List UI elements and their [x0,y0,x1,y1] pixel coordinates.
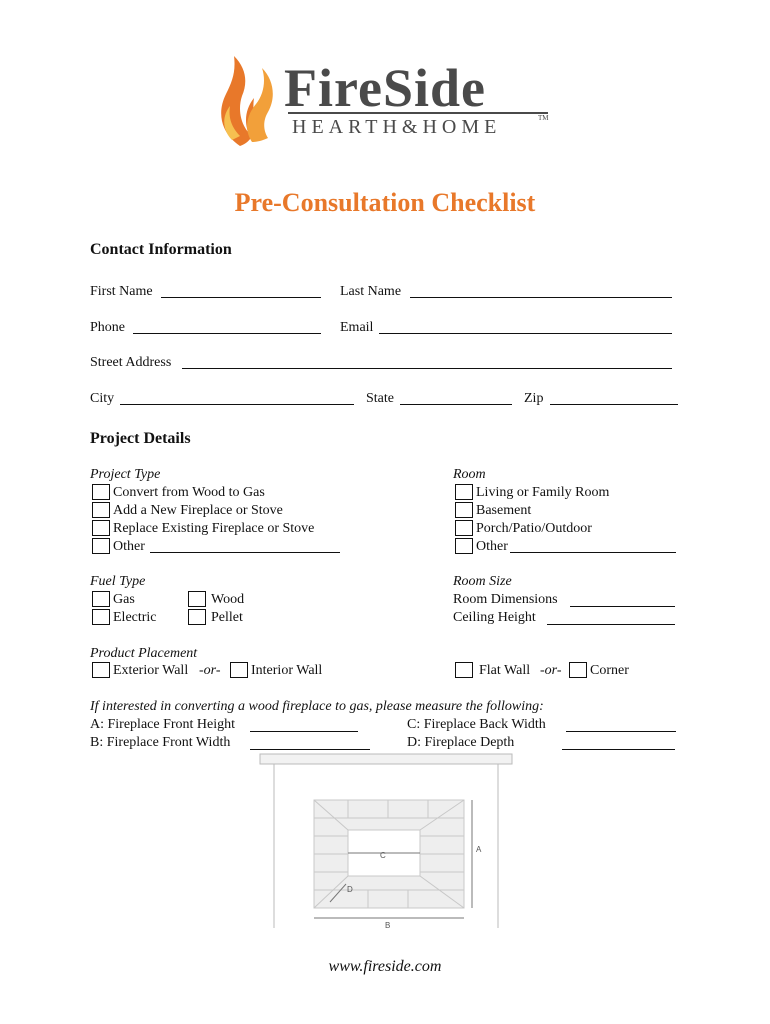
option-convert: Convert from Wood to Gas [113,485,265,500]
last-name-label: Last Name [340,284,402,299]
street-field[interactable] [182,368,672,369]
checkbox-add-new[interactable] [92,502,110,518]
checkbox-interior[interactable] [230,662,248,678]
brand-subtitle: HEARTH&HOME [292,116,502,138]
logo [212,50,557,150]
trademark: TM [538,114,549,122]
option-electric: Electric [113,610,157,625]
state-label: State [366,391,394,406]
measure-d-field[interactable] [562,749,675,750]
type-other-field[interactable] [150,552,340,553]
option-exterior: Exterior Wall [113,663,189,678]
checkbox-basement[interactable] [455,502,473,518]
option-type-other: Other [113,539,145,554]
option-interior: Interior Wall [251,663,323,678]
checkbox-wood[interactable] [188,591,206,607]
last-name-field[interactable] [410,297,672,298]
option-pellet: Pellet [211,610,243,625]
zip-label: Zip [524,391,544,406]
flame-icon [212,50,282,150]
measure-a-label: A: Fireplace Front Height [90,717,236,732]
measure-a-field[interactable] [250,731,358,732]
room-dimensions-label: Room Dimensions [453,592,558,607]
checkbox-type-other[interactable] [92,538,110,554]
phone-field[interactable] [133,333,321,334]
zip-field[interactable] [550,404,678,405]
or-separator: -or- [199,663,221,678]
checkbox-replace[interactable] [92,520,110,536]
first-name-field[interactable] [161,297,321,298]
option-basement: Basement [476,503,532,518]
option-add-new: Add a New Fireplace or Stove [113,503,283,518]
option-flat: Flat Wall [479,663,531,678]
checkbox-exterior[interactable] [92,662,110,678]
option-porch: Porch/Patio/Outdoor [476,521,592,536]
first-name-label: First Name [90,284,153,299]
checkbox-convert[interactable] [92,484,110,500]
measure-b-field[interactable] [250,749,370,750]
email-label: Email [340,320,374,335]
checkbox-living[interactable] [455,484,473,500]
checkbox-flat[interactable] [455,662,473,678]
placement-label: Product Placement [90,646,198,661]
footer-url[interactable]: www.fireside.com [328,958,442,975]
page-title: Pre-Consultation Checklist [234,188,536,217]
measure-d-label: D: Fireplace Depth [407,735,515,750]
or-separator-2: -or- [540,663,562,678]
room-label: Room [453,467,486,482]
checkbox-porch[interactable] [455,520,473,536]
measure-intro: If interested in converting a wood fireplace to gas, please measure the following: [90,699,544,714]
checkbox-corner[interactable] [569,662,587,678]
option-gas: Gas [113,592,135,607]
option-corner: Corner [590,663,629,678]
state-field[interactable] [400,404,512,405]
city-field[interactable] [120,404,354,405]
option-replace: Replace Existing Fireplace or Stove [113,521,315,536]
measure-b-label: B: Fireplace Front Width [90,735,231,750]
diagram-label-d: D [347,885,353,894]
diagram-label-a: A [476,845,482,854]
checkbox-electric[interactable] [92,609,110,625]
measure-c-label: C: Fireplace Back Width [407,717,546,732]
option-wood: Wood [211,592,245,607]
brand-name: FireSide [284,58,486,118]
option-room-other: Other [476,539,508,554]
checkbox-gas[interactable] [92,591,110,607]
diagram-label-c: C [380,851,386,860]
street-label: Street Address [90,355,172,370]
city-label: City [90,391,115,406]
room-dimensions-field[interactable] [570,606,675,607]
checkbox-pellet[interactable] [188,609,206,625]
room-size-label: Room Size [453,574,512,589]
project-type-label: Project Type [90,467,161,482]
email-field[interactable] [379,333,672,334]
diagram-label-b: B [385,921,391,930]
room-other-field[interactable] [510,552,676,553]
ceiling-height-label: Ceiling Height [453,610,536,625]
ceiling-height-field[interactable] [547,624,675,625]
option-living: Living or Family Room [476,485,610,500]
project-heading: Project Details [90,430,191,447]
fireplace-diagram [258,752,514,930]
contact-heading: Contact Information [90,241,232,258]
measure-c-field[interactable] [566,731,676,732]
phone-label: Phone [90,320,125,335]
fuel-type-label: Fuel Type [90,574,146,589]
checkbox-room-other[interactable] [455,538,473,554]
